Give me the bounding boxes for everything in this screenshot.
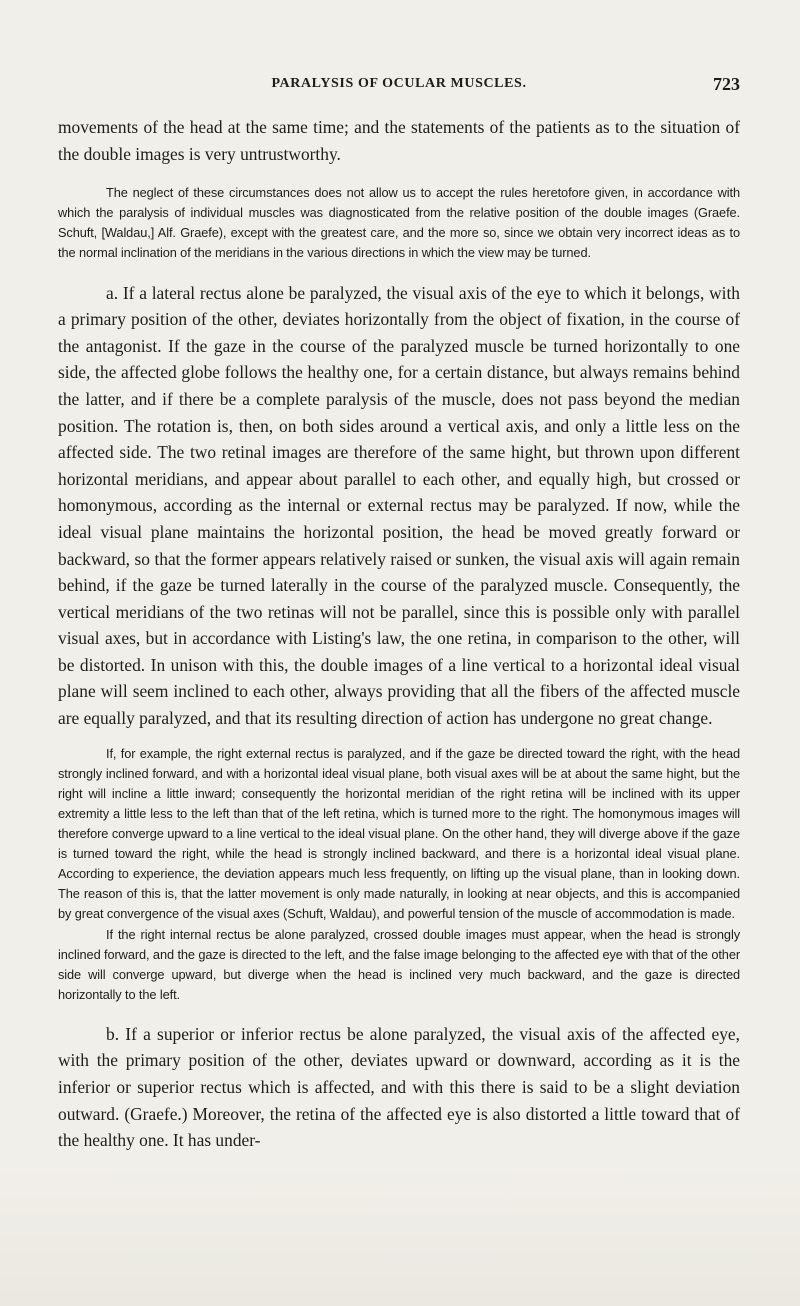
small-print-example-internal: If the right internal rectus be alone paralyzed, crossed double images must appear, when the head is strongly inclined forward, and the gaze is directed to the left, and the false image belonging to the affected eye with that of the other side will converge upward, but diverge when the head is inclined very much backward, and the gaze is directed horizontally to the left. xyxy=(58,926,741,1002)
small-print-example-external: If, for example, the right external rectus is paralyzed, and if the gaze be directed toward the right, with the head strongly inclined forward, and with a horizontal ideal visual plane, both visual axes will be at about the same hight, but the right will incline a little inward; consequently the horizontal meridian of the right retina will be inclined with its upper extremity a little less to the left than that of the left retina, which is turned more to the right. The homonymous images will therefore converge upward to a line vertical to the ideal visual plane. On the other hand, they will diverge above if the gaze is turned toward the right, while the head is strongly inclined backward, and there is a horizontal ideal visual plane. According to experience, the deviation appears much less frequently, on lifting up the visual plane, than in looking down. The reason of this is, that the latter movement is only made naturally, in looking at near objects, and this is accompanied by great convergence of the visual axes (Schuft, Waldau), and powerful tension of the muscle of accommodation is made. xyxy=(58,745,740,922)
small-print-note: The neglect of these circumstances does not allow us to accept the rules heretofore given, in accordance with which the paralysis of individual muscles was diagnosticated from the relative position of the double images (Graefe. Schuft, [Waldau,] Alf. Graefe), except with the greatest care, and the more so, since we obtain very incorrect ideas as to the normal inclination of the meridians in the various directions in which the view may be turned. xyxy=(58,185,740,261)
paragraph-lateral-rectus: a. If a lateral rectus alone be paralyzed, the visual axis of the eye to which it belongs, with a primary position of the other, deviates horizontally from the object of fixation, in the course of the antagonist. If the gaze in the course of the paralyzed muscle be turned horizontally to one side, the affected globe follows the healthy one, for a certain distance, but always remains behind the latter, and if there be a complete paralysis of the muscle, does not pass beyond the median position. The rotation is, then, on both sides around a vertical axis, and only a little less on the affected side. The two retinal images are therefore of the same hight, but thrown upon different horizontal meridians, and appear about parallel to each other, and equally high, but crossed or homonymous, according as the internal or external rectus may be paralyzed. If now, while the ideal visual plane maintains the horizontal position, the head be moved greatly forward or backward, so that the former appears relatively raised or sunken, the visual axis will again remain behind, if the gaze be turned laterally in the course of the paralyzed muscle. Consequently, the vertical meridians of the two retinas will not be parallel, since this is possible only with parallel visual axes, but in accordance with Listing's law, the one retina, in comparison to the other, will be distorted. In unison with this, the double images of a line vertical to a horizontal ideal visual plane will seem inclined to each other, always providing that all the fibers of the affected muscle are equally paralyzed, and that its resulting direction of action has undergone no great change. xyxy=(58,282,740,729)
page-number: 723 xyxy=(713,74,740,94)
running-head xyxy=(58,76,740,100)
running-title: PARALYSIS OF OCULAR MUSCLES. xyxy=(271,76,527,91)
body-text xyxy=(58,114,740,1154)
paragraph-continuation: movements of the head at the same time; and the statements of the patients as to the situation of the double images is very untrustworthy. xyxy=(58,117,740,164)
paragraph-superior-inferior-rectus: b. If a superior or inferior rectus be alone paralyzed, the visual axis of the affected eye, with the primary position of the other, deviates upward or downward, according as it is the inferior or superior rectus which is affected, and with this there is said to be a slight deviation outward. (Graefe.) Moreover, the retina of the affected eye is also distorted a little toward that of the healthy one. It has under- xyxy=(58,1023,740,1151)
page-shadow xyxy=(0,1166,800,1306)
